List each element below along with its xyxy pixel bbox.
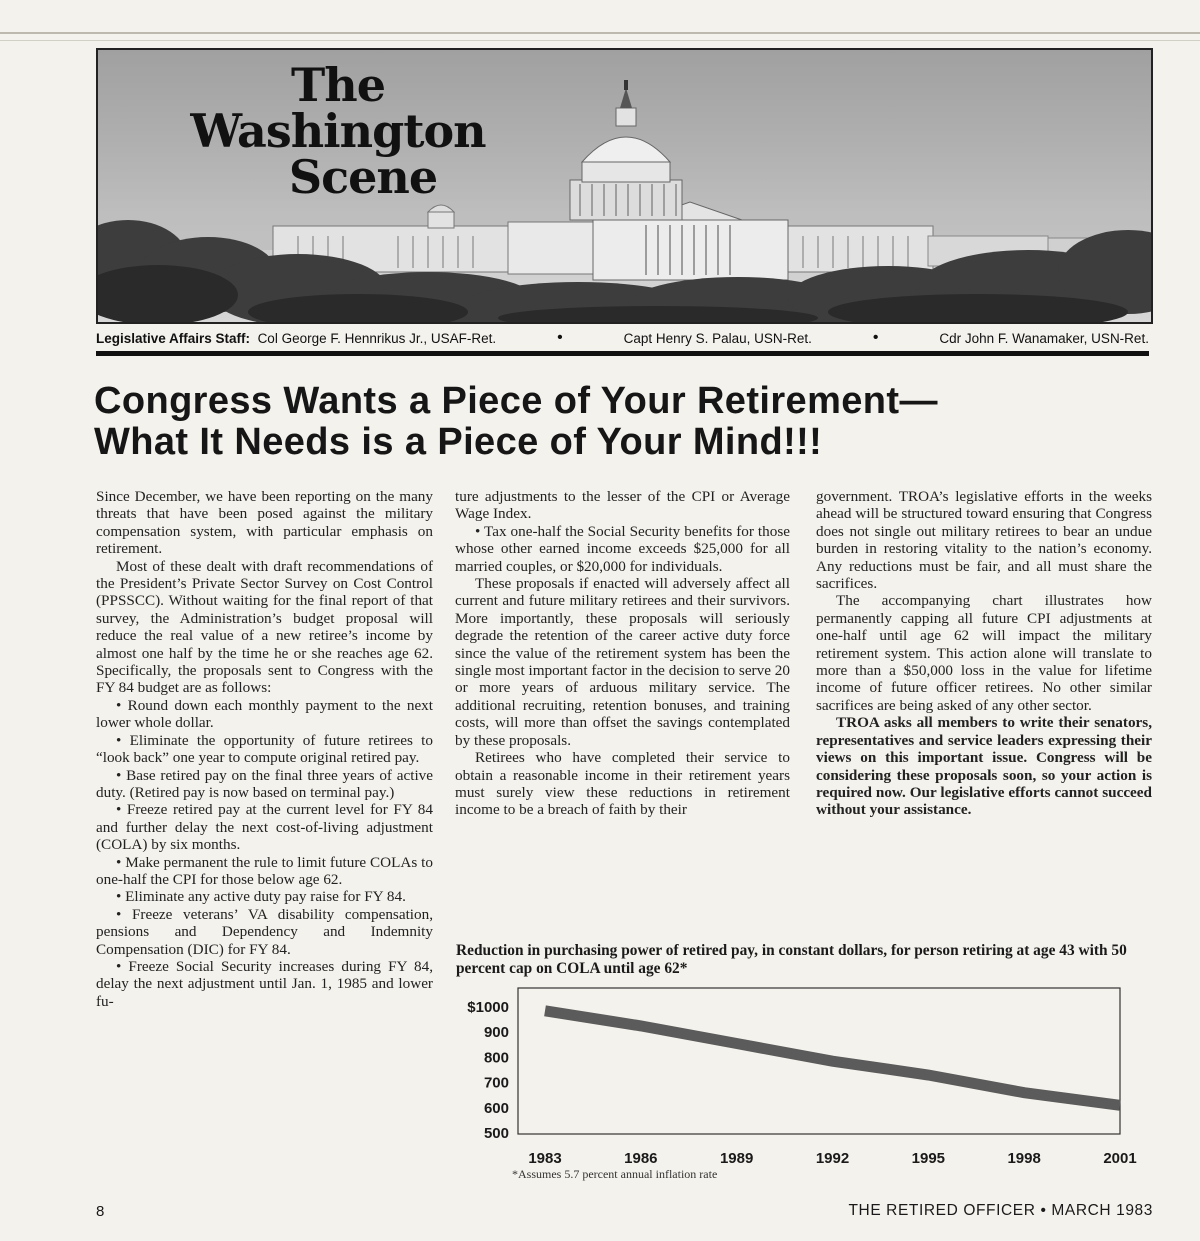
top-rule [0, 32, 1200, 34]
article-paragraph: • Eliminate any active duty pay raise for FY 84. [116, 888, 406, 906]
retired-pay-chart [450, 980, 1160, 1165]
staff-label: Legislative Affairs Staff: [96, 330, 251, 346]
article-paragraph: Most of these dealt with draft recommendations of the President’s Private Sector Survey on Cost Control (PPSSCC). Without waiting for the final report of that survey, the Administration’s budget proposal will reduce the real value of a new retiree’s income by almost one half by the time he or she reaches age 62. Specifically, the proposals sent to Congress with the FY 84 budget are as follows: [96, 557, 433, 697]
chart-series-line [545, 1011, 1120, 1106]
article-paragraph: • Freeze veterans’ VA disability compensation, pensions and Dependency and Indemnity Compensation (DIC) for FY 84. [96, 905, 433, 958]
page-number: 8 [96, 1203, 105, 1220]
y-tick-label: $1000 [467, 999, 509, 1016]
staff-rule [96, 351, 1149, 356]
top-rule-thin [0, 40, 1200, 41]
staff-member-2: Capt Henry S. Palau, USN-Ret. [623, 330, 812, 346]
article-paragraph: • Base retired pay on the final three years of active duty. (Retired pay is now based on terminal pay.) [96, 766, 433, 801]
article-paragraph: • Tax one-half the Social Security benefits for those whose other earned income exceeds $25,000 for all married couples, or $20,000 for individuals. [455, 522, 790, 575]
bullet-separator: • [557, 329, 563, 346]
masthead-title [128, 58, 548, 204]
chart-title: Reduction in purchasing power of retired pay, in constant dollars, for person retiring at age 43 with 50 percent cap on COLA until age 62* [456, 942, 1127, 977]
masthead-line-3: Scene [288, 150, 438, 204]
bullet-separator: • [872, 329, 879, 346]
y-tick-label: 500 [483, 1125, 509, 1142]
x-tick-label: 2001 [1103, 1150, 1137, 1165]
article-paragraph: • Round down each monthly payment to the next lower whole dollar. [96, 696, 433, 732]
article-paragraph: • Eliminate the opportunity of future retirees to “look back” one year to compute original retired pay. [96, 731, 433, 767]
article-paragraph: Retirees who have completed their service to obtain a reasonable income in their retirement years must surely view these reductions in retirement income to be a breach of faith by their [455, 749, 790, 819]
x-tick-label: 1995 [911, 1150, 946, 1165]
article-paragraph: TROA asks all members to write their senators, representatives and service leaders expressing their views on this important issue. Congress will be considering these proposals soon, so your action is required now. Our legislative efforts cannot succeed without your assistance. [816, 714, 1152, 819]
article-paragraph: These proposals if enacted will adversely affect all current and future military retirees and their survivors. More importantly, these proposals will seriously degrade the retention of the career active duty force since the value of the retirement system has been the single most important factor in the decision to serve 20 or more years of arduous military service. The additional recruiting, retention bonuses, and training costs, will more than offset the savings contemplated by these proposals. [455, 575, 790, 749]
headline-line-2: What It Needs is a Piece of Your Mind!!! [94, 421, 823, 463]
masthead-line-1: The [291, 58, 385, 112]
x-tick-label: 1986 [624, 1150, 658, 1165]
headline-line-1: Congress Wants a Piece of Your Retirement— [94, 380, 938, 422]
x-tick-label: 1989 [719, 1150, 754, 1165]
article-paragraph: government. TROA’s legislative efforts in the weeks ahead will be structured toward ensuring that Congress does not single out military retirees to bear an undue burden in restoring vitality to the nation’s economy. Any reductions must be fair, and all must share the sacrifices. [816, 488, 1152, 593]
chart-footnote: *Assumes 5.7 percent annual inflation rate [512, 1167, 718, 1181]
article-headline [94, 381, 1154, 463]
y-tick-label: 700 [483, 1074, 509, 1092]
article-paragraph: ture adjustments to the lesser of the CPI or Average Wage Index. [455, 488, 790, 523]
y-tick-label: 800 [483, 1049, 509, 1067]
article-column-2 [455, 488, 790, 819]
article-paragraph: • Freeze Social Security increases during FY 84, delay the next adjustment until Jan. 1, 1985 and lower fu- [96, 957, 433, 1010]
article-column-3 [816, 488, 1152, 819]
x-tick-label: 1998 [1007, 1150, 1041, 1165]
article-paragraph: Since December, we have been reporting on the many threats that have been posed against the military compensation system, with particular emphasis on retirement. [96, 488, 433, 558]
article-column-1 [96, 488, 433, 1010]
article-paragraph: The accompanying chart illustrates how permanently capping all future CPI adjustments at one-half until age 62 will impact the military retirement system. This action alone will translate to more than a $50,000 loss in the value for lifetime income of future officer retirees. No other similar sacrifices are being asked of any other sector. [816, 592, 1152, 714]
x-tick-label: 1983 [528, 1150, 562, 1165]
article-paragraph: • Freeze retired pay at the current level for FY 84 and further delay the next cost-of-living adjustment (COLA) by six months. [96, 801, 433, 854]
staff-credits [96, 329, 1149, 347]
staff-member-3: Cdr John F. Wanamaker, USN-Ret. [939, 330, 1149, 346]
x-tick-label: 1992 [815, 1150, 850, 1165]
staff-member-1: Col George F. Hennrikus Jr., USAF-Ret. [257, 330, 497, 346]
article-paragraph: • Make permanent the rule to limit future COLAs to one-half the CPI for those below age 62. [96, 853, 433, 888]
y-tick-label: 600 [483, 1099, 509, 1117]
masthead-line-2: Washington [190, 104, 486, 158]
publication-footer: THE RETIRED OFFICER • MARCH 1983 [848, 1202, 1153, 1219]
y-tick-label: 900 [483, 1024, 509, 1042]
masthead-banner [96, 48, 1153, 324]
